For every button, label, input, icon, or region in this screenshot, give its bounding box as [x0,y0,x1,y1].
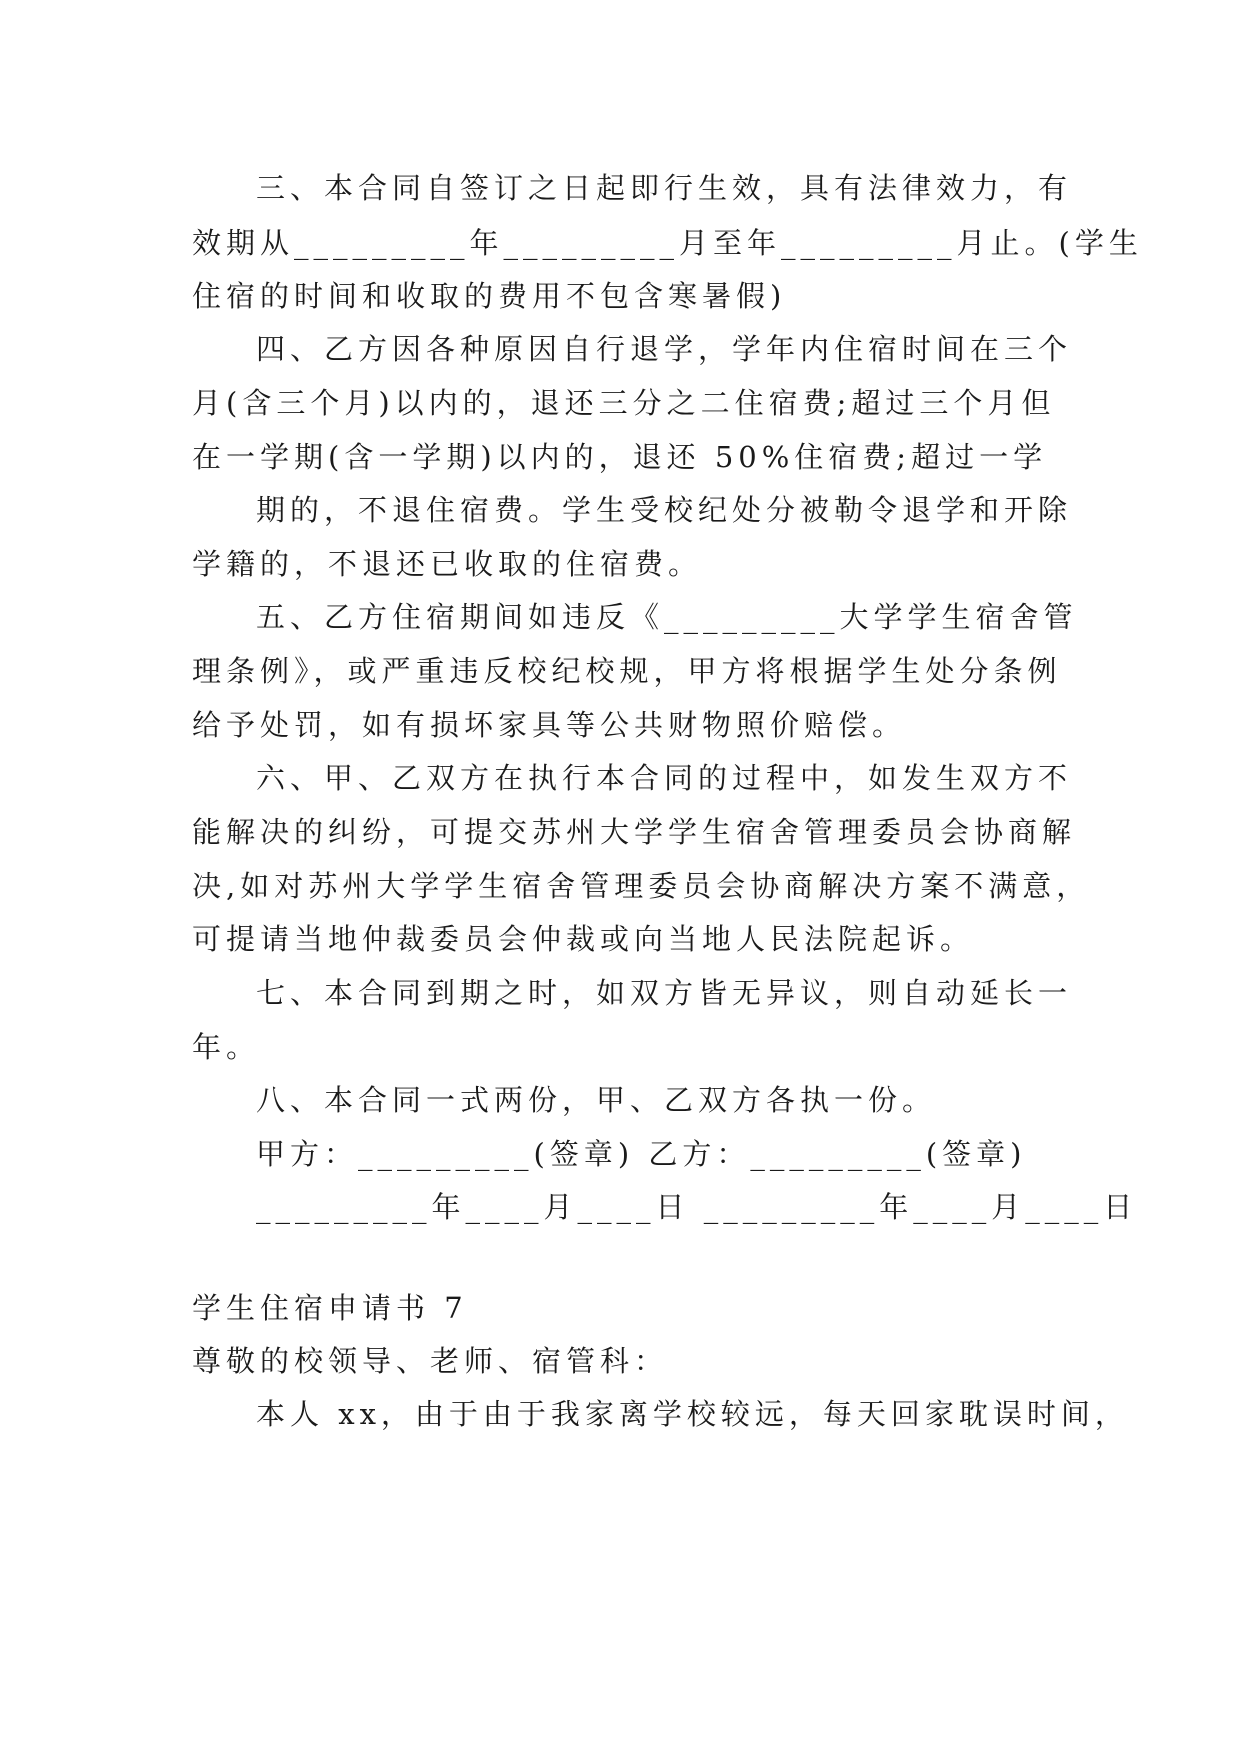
clause-4-line-1: 四、乙方因各种原因自行退学，学年内住宿时间在三个 [256,332,1073,366]
section-title: 学生住宿申请书 7 [192,1291,468,1325]
clause-4-line-5: 学籍的，不退还已收取的住宿费。 [192,547,703,581]
clause-5-line-1: 五、乙方住宿期间如违反《_________大学学生宿舍管 [256,600,1078,634]
application-body-line-1: 本人 xx，由于由于我家离学校较远，每天回家耽误时间， [256,1397,1129,1431]
clause-3-line-2: 效期从_________年_________月至年_________月止。(学生 [192,226,1143,260]
clause-4-line-3: 在一学期(含一学期)以内的，退还 50%住宿费;超过一学 [192,440,1048,474]
clause-6-line-2: 能解决的纠纷，可提交苏州大学学生宿舍管理委员会协商解 [192,815,1077,849]
date-line: _________年____月____日 _________年____月____日 [256,1190,1138,1224]
clause-5-line-3: 给予处罚，如有损坏家具等公共财物照价赔偿。 [192,708,907,742]
salutation: 尊敬的校领导、老师、宿管科： [192,1344,669,1378]
clause-8-line: 八、本合同一式两份，甲、乙双方各执一份。 [256,1083,937,1117]
signature-line: 甲方：_________(签章) 乙方：_________(签章) [256,1137,1027,1171]
clause-7-line-2: 年。 [192,1030,261,1064]
clause-5-line-2: 理条例》，或严重违反校纪校规，甲方将根据学生处分条例 [192,654,1062,688]
clause-6-line-1: 六、甲、乙双方在执行本合同的过程中，如发生双方不 [256,761,1073,795]
clause-6-line-3: 决,如对苏州大学学生宿舍管理委员会协商解决方案不满意， [192,869,1091,903]
clause-4-line-4: 期的，不退住宿费。学生受校纪处分被勒令退学和开除 [256,493,1073,527]
clause-4-line-2: 月(含三个月)以内的，退还三分之二住宿费;超过三个月但 [192,386,1056,420]
clause-3-line-1: 三、本合同自签订之日起即行生效，具有法律效力，有 [256,171,1073,205]
clause-6-line-4: 可提请当地仲裁委员会仲裁或向当地人民法院起诉。 [192,922,975,956]
clause-3-line-3: 住宿的时间和收取的费用不包含寒暑假) [192,279,787,313]
clause-7-line-1: 七、本合同到期之时，如双方皆无异议，则自动延长一 [256,976,1073,1010]
